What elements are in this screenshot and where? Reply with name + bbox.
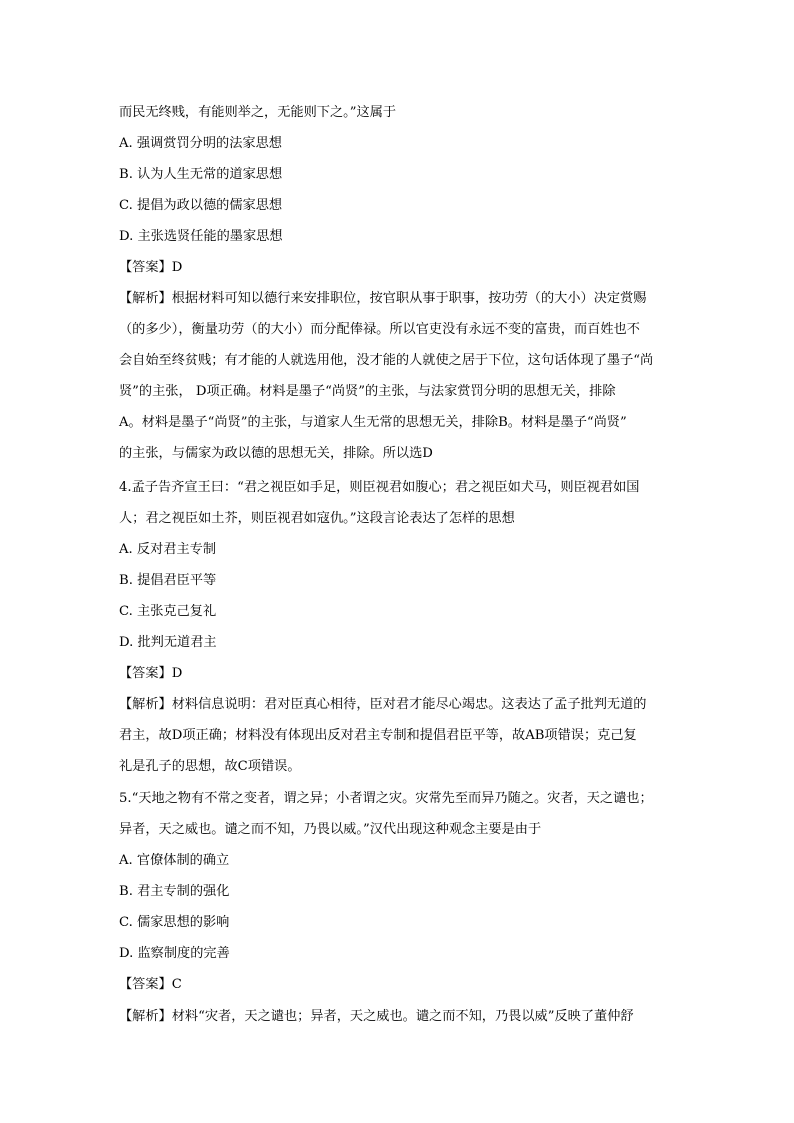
option-d: D. 监察制度的完善 <box>119 946 230 961</box>
option-d: D. 批判无道君主 <box>119 635 217 650</box>
analysis-line: 【解析】根据材料可知以德行来安排职位，按官职从事于职事，按功劳（的大小）决定赏赐 <box>119 291 647 306</box>
answer: 【答案】D <box>119 666 183 681</box>
option-a: A. 强调赏罚分明的法家思想 <box>119 136 282 151</box>
analysis-line: 礼是孔子的思想，故C项错误。 <box>119 759 301 774</box>
question-5-stem: 异者，天之威也。谴之而不知，乃畏以威。”汉代出现这种观念主要是由于 <box>119 822 542 837</box>
answer: 【答案】D <box>119 260 183 275</box>
option-c: C. 提倡为政以德的儒家思想 <box>119 198 283 213</box>
option-a: A. 官僚体制的确立 <box>119 853 230 868</box>
analysis-line: A。材料是墨子“尚贤”的主张，与道家人生无常的思想无关，排除B。材料是墨子“尚贤” <box>119 415 627 430</box>
analysis-line: 会自始至终贫贱；有才能的人就选用他，没才能的人就使之居于下位，这句话体现了墨子“尚 <box>119 353 654 368</box>
option-a: A. 反对君主专制 <box>119 542 217 557</box>
question-5-stem: 5.“天地之物有不常之变者，谓之异；小者谓之灾。灾常先至而异乃随之。灾者，天之谴也； <box>119 791 653 806</box>
analysis-line: 【解析】材料信息说明：君对臣真心相待，臣对君才能尽心竭忠。这表达了孟子批判无道的 <box>119 697 647 712</box>
analysis-line: 君主，故D项正确；材料没有体现出反对君主专制和提倡君臣平等，故AB项错误；克己复 <box>119 728 637 743</box>
question-4-stem: 人；君之视臣如土芥，则臣视君如寇仇。”这段言论表达了怎样的思想 <box>119 511 515 526</box>
option-b: B. 君主专制的强化 <box>119 884 230 899</box>
analysis-line: （的多少），衡量功劳（的大小）而分配俸禄。所以官吏没有永远不变的富贵，而百姓也不 <box>119 322 640 337</box>
option-d: D. 主张选贤任能的墨家思想 <box>119 229 283 244</box>
answer: 【答案】C <box>119 977 182 992</box>
option-b: B. 认为人生无常的道家思想 <box>119 167 283 182</box>
analysis-line: 的主张，与儒家为政以德的思想无关，排除。所以选D <box>119 446 433 461</box>
option-b: B. 提倡君臣平等 <box>119 573 217 588</box>
question-4-stem: 4.孟子告齐宣王曰：“君之视臣如手足，则臣视君如腹心；君之视臣如犬马，则臣视君如国 <box>119 480 640 495</box>
analysis-line: 【解析】材料“灾者，天之谴也；异者，天之威也。谴之而不知，乃畏以威”反映了董仲舒 <box>119 1009 634 1024</box>
question-3-stem-end: 而民无终贱，有能则举之，无能则下之。”这属于 <box>119 105 397 120</box>
option-c: C. 儒家思想的影响 <box>119 915 230 930</box>
analysis-line: 贤”的主张， D项正确。材料是墨子“尚贤”的主张，与法家赏罚分明的思想无关，排除 <box>119 384 616 399</box>
option-c: C. 主张克己复礼 <box>119 604 217 619</box>
